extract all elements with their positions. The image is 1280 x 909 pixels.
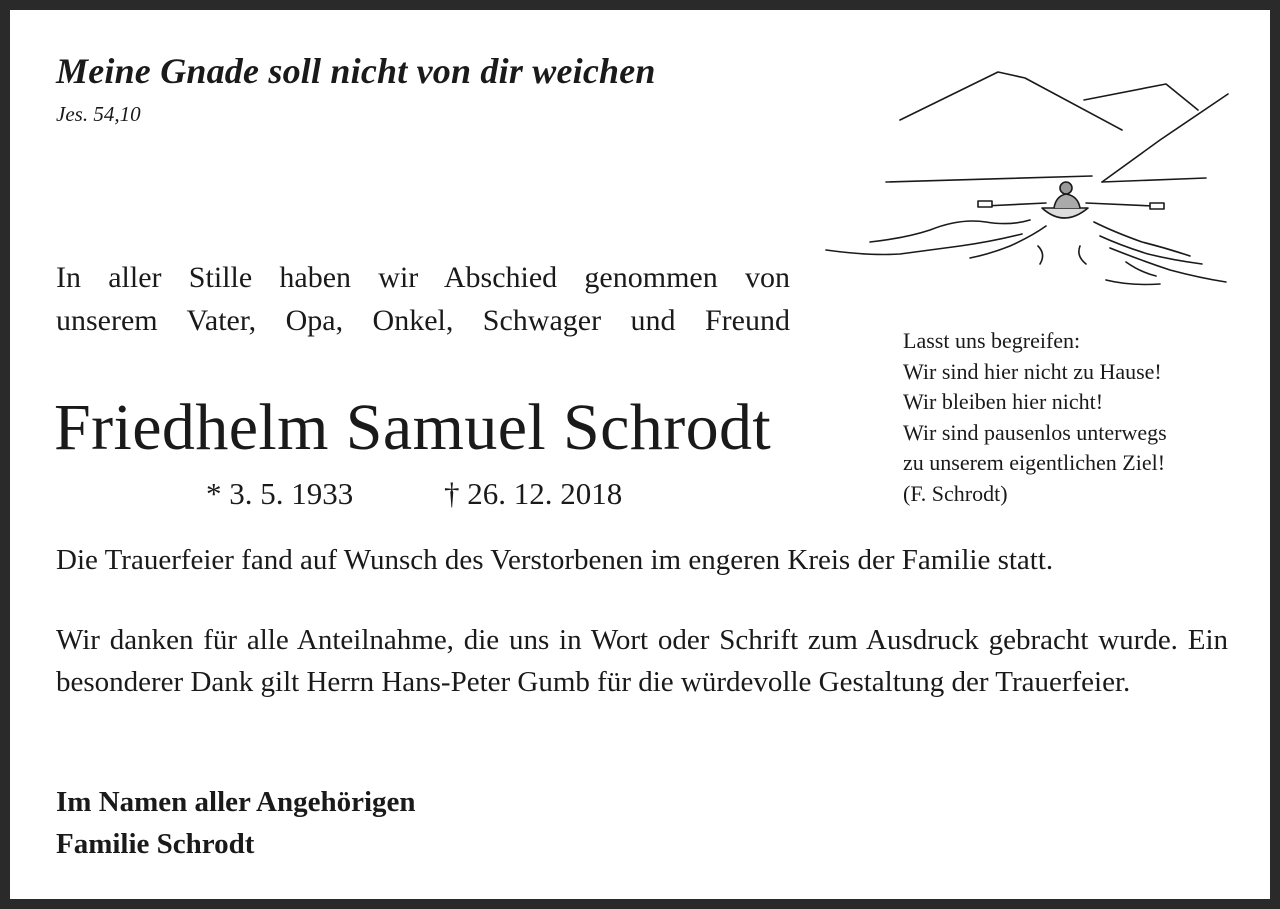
birth-date: * 3. 5. 1933: [206, 476, 354, 511]
poem-line: Wir sind pausenlos unterwegs: [903, 419, 1167, 445]
signature: [56, 781, 416, 865]
water-ripple: [870, 220, 1030, 242]
water-ripple: [1106, 280, 1160, 285]
horizon-line-right: [1102, 178, 1206, 182]
obituary-notice: [10, 10, 1270, 899]
intro-line: unserem Vater, Opa, Onkel, Schwager und Freund: [56, 304, 790, 337]
poem-line: zu unserem eigentlichen Ziel!: [903, 450, 1166, 475]
horizon-line: [886, 176, 1092, 182]
signature-family: Familie Schrodt: [56, 828, 255, 860]
poem: [903, 326, 1167, 509]
mountain-right-line: [1084, 84, 1198, 110]
poem-line: Wir sind hier nicht zu Hause!: [903, 358, 1162, 384]
intro-text: [56, 256, 790, 342]
poem-author: (F. Schrodt): [903, 480, 1008, 506]
water-ripple: [1038, 246, 1043, 264]
oar-right: [1086, 203, 1154, 206]
rower-body: [1054, 194, 1080, 208]
signature-line: Im Namen aller Angehörigen: [56, 786, 416, 818]
thanks-paragraph: Wir danken für alle Anteilnahme, die uns in Wort oder Schrift zum Ausdruck gebracht wurde. Ein besonderer Dank gilt Herrn Hans-Peter Gumb für die würdevolle Gestaltung der Trauerfeier.: [56, 624, 1228, 698]
poem-line: Wir bleiben hier nicht!: [903, 389, 1104, 414]
water-ripple: [1110, 248, 1226, 282]
rower-head: [1060, 182, 1072, 194]
water-ripple: [1079, 246, 1086, 264]
bible-verse: Meine Gnade soll nicht von dir weichen: [56, 51, 656, 91]
oar-left: [984, 203, 1046, 206]
rowing-boat-on-lake-icon: [810, 50, 1230, 290]
deceased-name: Friedhelm Samuel Schrodt: [54, 391, 772, 464]
funeral-note: Die Trauerfeier fand auf Wunsch des Verstorbenen im engeren Kreis der Familie statt.: [56, 544, 1054, 576]
verse-reference: Jes. 54,10: [56, 102, 141, 126]
poem-line: Lasst uns begreifen:: [903, 328, 1081, 353]
boat-hull: [1042, 208, 1088, 218]
death-date: † 26. 12. 2018: [444, 476, 623, 511]
intro-line: In aller Stille haben wir Abschied genommen von: [56, 261, 790, 294]
mountain-far-line: [1102, 94, 1228, 182]
mountain-left-line: [900, 72, 1122, 130]
